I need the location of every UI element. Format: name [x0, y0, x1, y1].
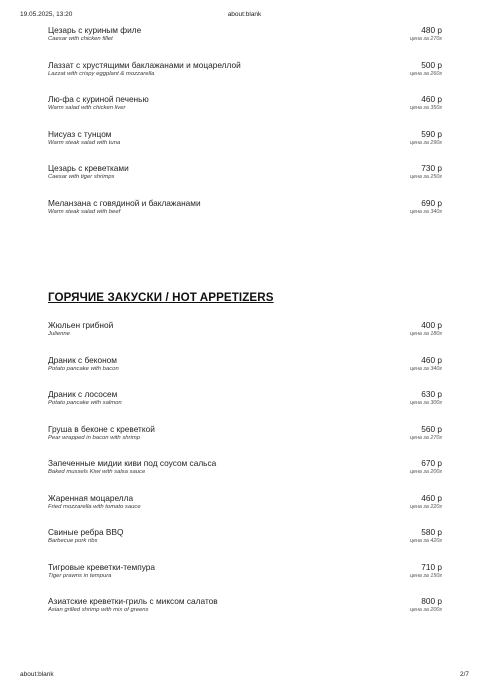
section-heading-hot-appetizers: ГОРЯЧИЕ ЗАКУСКИ / HOT APPETIZERS — [48, 291, 274, 304]
item-description: Baked mussels Kiwi with salsa sauce — [48, 469, 146, 475]
menu-item — [48, 596, 442, 631]
item-name: Драник с беконом — [48, 354, 117, 365]
item-name: Жаренная моцарелла — [48, 492, 134, 503]
item-price: 630 р — [421, 389, 442, 399]
print-header — [20, 11, 469, 21]
print-url: about:blank — [20, 671, 54, 678]
item-description: Pear wrapped in bacon with shrimp — [48, 434, 141, 441]
item-weight: цена за 340г — [409, 208, 442, 215]
menu-item — [48, 163, 442, 198]
item-weight: цена за 180г — [409, 331, 442, 337]
item-weight: цена за 270г — [409, 434, 442, 441]
item-name: Лаззат с хрустящими баклажанами и моцареллой — [48, 59, 241, 70]
item-price: 400 р — [421, 320, 442, 330]
menu-item — [48, 493, 442, 528]
item-description: Barbecue pork ribs — [48, 538, 98, 544]
item-name: Нисуаз с тунцом — [48, 128, 112, 139]
item-name: Цезарь с куриным филе — [48, 25, 142, 35]
item-price: 670 р — [421, 458, 442, 468]
item-description: Tiger prawns in tempura — [48, 572, 112, 579]
item-name: Меланзана с говядиной и баклажанами — [48, 197, 201, 208]
menu-item — [48, 424, 442, 459]
item-price: 710 р — [421, 561, 442, 572]
item-name: Лю-фа с куриной печенью — [48, 94, 149, 104]
print-page-title: about:blank — [227, 11, 262, 18]
item-name: Свиные ребра BBQ — [48, 527, 124, 537]
item-name: Жюльен грибной — [48, 320, 114, 330]
item-description: Warm salad with chicken liver — [48, 105, 126, 111]
menu-item — [48, 198, 442, 233]
menu-item — [48, 562, 442, 597]
item-weight: цена за 260г — [409, 70, 442, 77]
menu-item — [48, 129, 442, 164]
item-description: Caesar with chicken fillet — [48, 36, 113, 42]
menu-item — [48, 458, 442, 493]
menu-item — [48, 320, 442, 355]
print-timestamp: 19.05.2025, 13:20 — [20, 11, 73, 18]
item-weight: цена за 270г — [409, 36, 442, 42]
item-description: Caesar with tiger shrimps — [48, 174, 115, 180]
item-description: Fried mozzarella with tomato sauce — [48, 503, 141, 510]
item-description: Warm steak salad with tuna — [48, 139, 121, 146]
item-name: Цезарь с креветками — [48, 163, 129, 173]
item-weight: цена за 340г — [409, 365, 442, 372]
page-number: 2/7 — [459, 671, 469, 678]
item-price: 590 р — [421, 128, 442, 139]
hot-appetizers-list — [48, 320, 442, 631]
item-price: 460 р — [421, 94, 442, 104]
item-description: Asian grilled shrimp with mix of greens — [48, 607, 149, 613]
item-description: Potato pancake with salmon — [48, 400, 122, 406]
menu-item — [48, 355, 442, 390]
item-name: Груша в беконе с креветкой — [48, 423, 155, 434]
item-price: 690 р — [421, 197, 442, 208]
item-description: Lazzat with crispy eggplant & mozzarella — [48, 70, 155, 77]
item-description: Warm steak salad with beef — [48, 208, 121, 215]
item-price: 560 р — [421, 423, 442, 434]
item-price: 460 р — [421, 354, 442, 365]
item-name: Тигровые креветки-темпура — [48, 561, 156, 572]
item-price: 580 р — [421, 527, 442, 537]
item-name: Запеченные мидии киви под соусом сальса — [48, 458, 217, 468]
item-weight: цена за 250г — [409, 174, 442, 180]
item-weight: цена за 290г — [409, 139, 442, 146]
menu-item — [48, 60, 442, 95]
item-weight: цена за 220г — [409, 503, 442, 510]
item-price: 800 р — [421, 596, 442, 606]
item-weight: цена за 420г — [409, 538, 442, 544]
item-weight: цена за 150г — [409, 572, 442, 579]
item-weight: цена за 200г — [409, 469, 442, 475]
menu-item — [48, 389, 442, 424]
item-price: 460 р — [421, 492, 442, 503]
salads-list — [48, 25, 442, 232]
item-description: Julienne — [48, 331, 70, 337]
item-price: 730 р — [421, 163, 442, 173]
menu-item — [48, 94, 442, 129]
item-name: Драник с лососем — [48, 389, 118, 399]
menu-item — [48, 527, 442, 562]
item-price: 480 р — [421, 25, 442, 35]
item-weight: цена за 350г — [409, 105, 442, 111]
item-weight: цена за 300г — [409, 400, 442, 406]
item-price: 500 р — [421, 59, 442, 70]
item-name: Азиатские креветки-гриль с миксом салатов — [48, 596, 218, 606]
print-footer — [20, 671, 469, 681]
item-description: Potato pancake with bacon — [48, 365, 119, 372]
item-weight: цена за 200г — [409, 607, 442, 613]
menu-item — [48, 25, 442, 60]
